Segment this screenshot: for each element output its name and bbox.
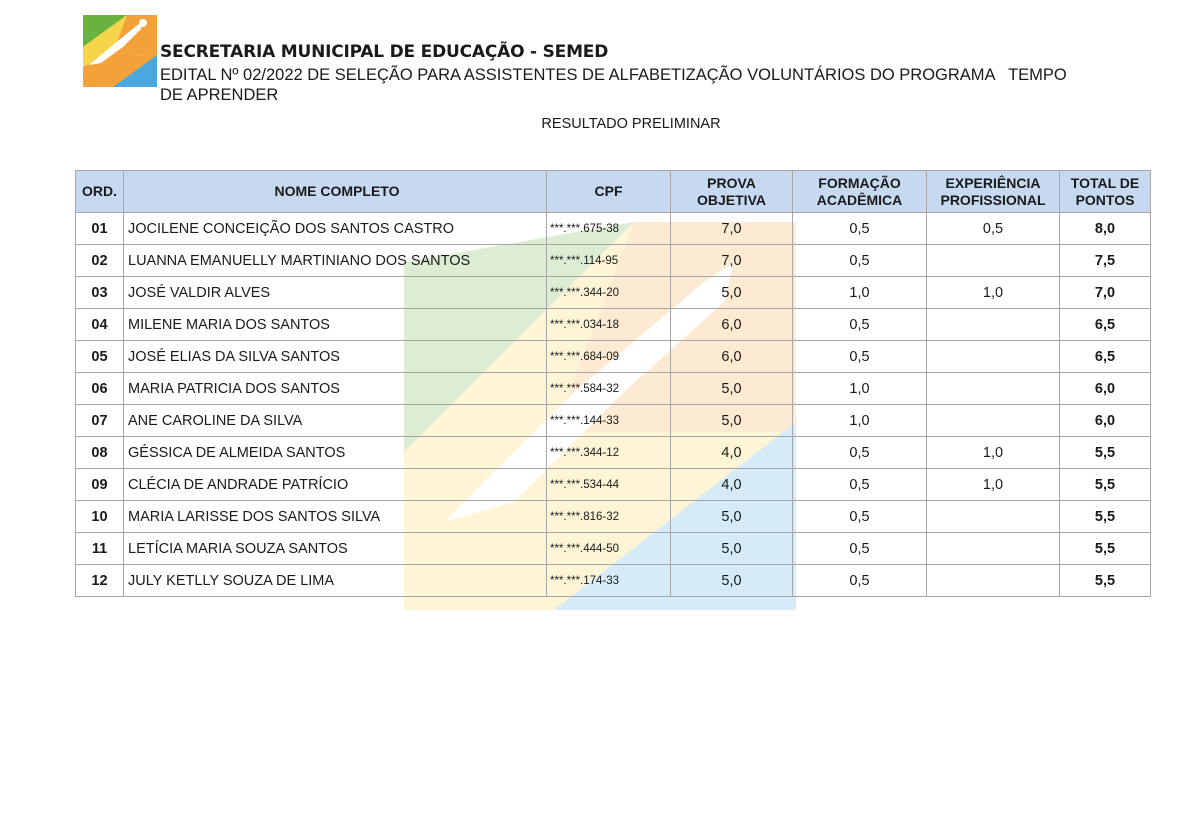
cell-formacao: 0,5	[793, 245, 927, 277]
cell-formacao: 0,5	[793, 565, 927, 597]
cell-nome: LETÍCIA MARIA SOUZA SANTOS	[124, 533, 547, 565]
cell-total: 5,5	[1060, 533, 1151, 565]
cell-nome: MARIA LARISSE DOS SANTOS SILVA	[124, 501, 547, 533]
cell-experiencia	[927, 373, 1060, 405]
cell-cpf: ***.***.144-33	[547, 405, 671, 437]
cell-prova: 5,0	[671, 277, 793, 309]
cell-ord: 06	[76, 373, 124, 405]
cell-ord: 02	[76, 245, 124, 277]
table-row	[76, 309, 1151, 341]
cell-ord: 11	[76, 533, 124, 565]
cell-experiencia: 0,5	[927, 213, 1060, 245]
cell-ord: 03	[76, 277, 124, 309]
col-name-header: NOME COMPLETO	[124, 171, 547, 213]
cell-nome: CLÉCIA DE ANDRADE PATRÍCIO	[124, 469, 547, 501]
cell-experiencia: 1,0	[927, 277, 1060, 309]
cell-nome: JOSÉ ELIAS DA SILVA SANTOS	[124, 341, 547, 373]
col-total-header	[1060, 171, 1151, 213]
table-row	[76, 341, 1151, 373]
table-row	[76, 245, 1151, 277]
col-total-header-line1: TOTAL DE	[1070, 174, 1140, 191]
cell-prova: 5,0	[671, 533, 793, 565]
cell-ord: 07	[76, 405, 124, 437]
cell-formacao: 0,5	[793, 341, 927, 373]
col-experiencia-header-line1: EXPERIÊNCIA	[945, 174, 1041, 191]
cell-ord: 12	[76, 565, 124, 597]
cell-experiencia	[927, 341, 1060, 373]
cell-total: 8,0	[1060, 213, 1151, 245]
cell-total: 5,5	[1060, 501, 1151, 533]
table-row	[76, 501, 1151, 533]
edital-subtitle-line2: DE APRENDER	[160, 86, 279, 104]
table-row	[76, 213, 1151, 245]
col-prova-header-line2: OBJETIVA	[697, 191, 766, 208]
cell-cpf: ***.***.114-95	[547, 245, 671, 277]
cell-cpf: ***.***.816-32	[547, 501, 671, 533]
table-row	[76, 373, 1151, 405]
col-cpf-header: CPF	[547, 171, 671, 213]
col-formacao-header-line1: FORMAÇÃO	[818, 174, 901, 191]
cell-nome: MILENE MARIA DOS SANTOS	[124, 309, 547, 341]
cell-total: 5,5	[1060, 565, 1151, 597]
col-prova-header-line1: PROVA	[707, 174, 756, 191]
cell-cpf: ***.***.344-12	[547, 437, 671, 469]
cell-nome: JOSÉ VALDIR ALVES	[124, 277, 547, 309]
cell-formacao: 1,0	[793, 405, 927, 437]
cell-cpf: ***.***.344-20	[547, 277, 671, 309]
table-row	[76, 405, 1151, 437]
table-row	[76, 277, 1151, 309]
col-total-header-line2: PONTOS	[1075, 191, 1135, 208]
cell-ord: 04	[76, 309, 124, 341]
cell-formacao: 0,5	[793, 309, 927, 341]
cell-total: 5,5	[1060, 469, 1151, 501]
cell-cpf: ***.***.584-32	[547, 373, 671, 405]
cell-ord: 09	[76, 469, 124, 501]
result-label: RESULTADO PRELIMINAR	[541, 116, 721, 132]
table-row	[76, 437, 1151, 469]
col-experiencia-header-line2: PROFISSIONAL	[940, 191, 1046, 208]
table-row	[76, 565, 1151, 597]
col-formacao-header	[793, 171, 927, 213]
col-prova-header	[671, 171, 793, 213]
cell-prova: 5,0	[671, 373, 793, 405]
cell-prova: 5,0	[671, 501, 793, 533]
edital-subtitle-line1: EDITAL Nº 02/2022 DE SELEÇÃO PARA ASSISTENTES DE ALFABETIZAÇÃO VOLUNTÁRIOS DO PROGRAMA TEMPO	[160, 66, 1067, 84]
cell-prova: 5,0	[671, 405, 793, 437]
cell-experiencia	[927, 309, 1060, 341]
table-header-row	[76, 171, 1151, 213]
cell-experiencia	[927, 533, 1060, 565]
cell-ord: 01	[76, 213, 124, 245]
cell-prova: 4,0	[671, 469, 793, 501]
table-row	[76, 469, 1151, 501]
cell-total: 7,0	[1060, 277, 1151, 309]
cell-total: 5,5	[1060, 437, 1151, 469]
cell-formacao: 1,0	[793, 373, 927, 405]
cell-total: 7,5	[1060, 245, 1151, 277]
cell-formacao: 0,5	[793, 533, 927, 565]
cell-prova: 7,0	[671, 245, 793, 277]
edital-subtitle	[160, 65, 1140, 105]
col-ord-header: ORD.	[76, 171, 124, 213]
cell-ord: 10	[76, 501, 124, 533]
table-row	[76, 533, 1151, 565]
cell-experiencia: 1,0	[927, 469, 1060, 501]
cell-experiencia	[927, 501, 1060, 533]
cell-prova: 6,0	[671, 309, 793, 341]
cell-total: 6,5	[1060, 309, 1151, 341]
cell-formacao: 0,5	[793, 501, 927, 533]
cell-ord: 08	[76, 437, 124, 469]
cell-prova: 4,0	[671, 437, 793, 469]
cell-experiencia	[927, 245, 1060, 277]
cell-total: 6,5	[1060, 341, 1151, 373]
col-formacao-header-line2: ACADÊMICA	[816, 191, 903, 208]
col-experiencia-header	[927, 171, 1060, 213]
cell-formacao: 0,5	[793, 213, 927, 245]
cell-prova: 5,0	[671, 565, 793, 597]
cell-nome: GÉSSICA DE ALMEIDA SANTOS	[124, 437, 547, 469]
cell-cpf: ***.***.034-18	[547, 309, 671, 341]
cell-formacao: 1,0	[793, 277, 927, 309]
cell-cpf: ***.***.675-38	[547, 213, 671, 245]
results-table	[75, 170, 1151, 597]
cell-ord: 05	[76, 341, 124, 373]
cell-total: 6,0	[1060, 373, 1151, 405]
cell-nome: ANE CAROLINE DA SILVA	[124, 405, 547, 437]
cell-cpf: ***.***.684-09	[547, 341, 671, 373]
cell-total: 6,0	[1060, 405, 1151, 437]
institution-title: SECRETARIA MUNICIPAL DE EDUCAÇÃO - SEMED	[160, 42, 609, 62]
cell-experiencia	[927, 405, 1060, 437]
cell-formacao: 0,5	[793, 437, 927, 469]
cell-nome: LUANNA EMANUELLY MARTINIANO DOS SANTOS	[124, 245, 547, 277]
cell-nome: MARIA PATRICIA DOS SANTOS	[124, 373, 547, 405]
cell-cpf: ***.***.534-44	[547, 469, 671, 501]
cell-prova: 7,0	[671, 213, 793, 245]
cell-prova: 6,0	[671, 341, 793, 373]
cell-formacao: 0,5	[793, 469, 927, 501]
cell-nome: JOCILENE CONCEIÇÃO DOS SANTOS CASTRO	[124, 213, 547, 245]
cell-nome: JULY KETLLY SOUZA DE LIMA	[124, 565, 547, 597]
semed-logo	[83, 15, 157, 87]
cell-cpf: ***.***.174-33	[547, 565, 671, 597]
cell-cpf: ***.***.444-50	[547, 533, 671, 565]
cell-experiencia: 1,0	[927, 437, 1060, 469]
cell-experiencia	[927, 565, 1060, 597]
